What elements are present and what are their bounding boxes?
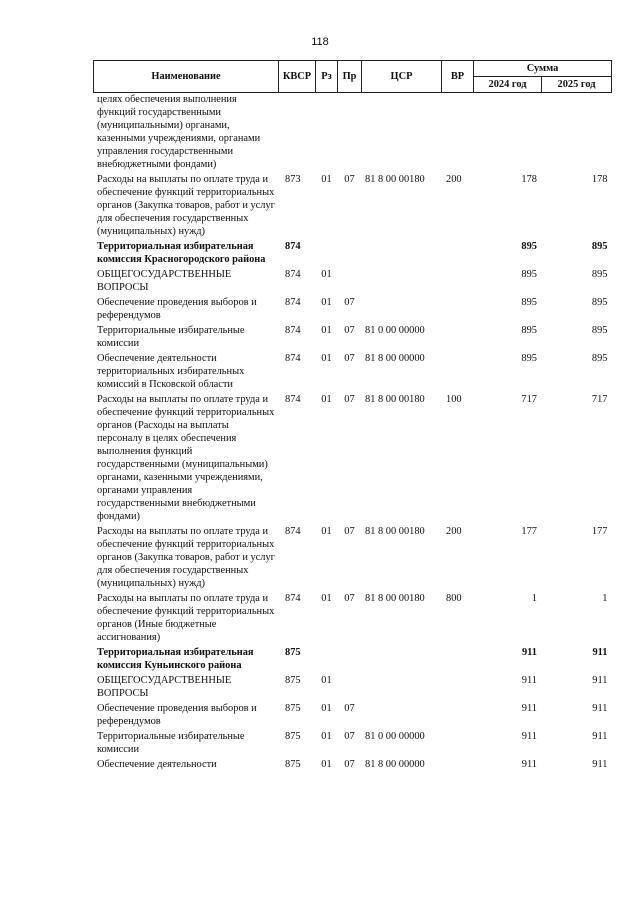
table-row [94, 393, 612, 525]
cell-kvsr: 875 [285, 647, 301, 658]
cell-2025: 177 [591, 526, 608, 537]
cell-2025: 911 [592, 731, 608, 742]
table-row [94, 352, 612, 393]
cell-name: Расходы на выплаты по оплате труда и обеспечение функций территориальных органов (Закупка товаров, работ и услуг для обеспечения государственных (муниципальных) нужд) [97, 526, 275, 589]
cell-vr: 200 [446, 174, 462, 185]
cell-2024: 911 [521, 675, 537, 686]
cell-2025: 911 [592, 647, 608, 658]
cell-name: Расходы на выплаты по оплате труда и обеспечение функций территориальных органов (Расходы на выплаты персоналу в целях обеспечения выполнения функций государственными (муниципальными) органами, казенными учреждениями, органами управления государственными внебюджетными фондами) [97, 394, 275, 522]
cell-pr: 07 [344, 703, 355, 714]
cell-rz: 01 [321, 394, 332, 405]
cell-kvsr: 875 [285, 675, 301, 686]
header-csr: ЦСР [362, 61, 442, 93]
cell-2025: 895 [591, 353, 608, 364]
cell-kvsr: 874 [285, 526, 301, 537]
cell-vr [442, 268, 474, 296]
cell-csr: 81 8 00 00180 [365, 526, 425, 537]
cell-csr: 81 8 00 00180 [365, 174, 425, 185]
header-vr: ВР [442, 61, 474, 93]
cell-2025: 895 [591, 297, 608, 308]
table-row [94, 674, 612, 702]
table-row [94, 240, 612, 268]
cell-2024: 1 [531, 593, 537, 604]
cell-rz: 01 [321, 269, 332, 280]
cell-csr: 81 8 00 00000 [365, 353, 425, 364]
header-sum: Сумма [474, 61, 612, 77]
header-2024: 2024 год [474, 77, 542, 93]
cell-name: Территориальные избирательные комиссии [97, 731, 245, 755]
cell-pr: 07 [344, 731, 355, 742]
budget-table [93, 60, 612, 773]
cell-pr [338, 646, 362, 674]
cell-kvsr: 874 [285, 353, 301, 364]
cell-csr [362, 674, 442, 702]
cell-2025: 895 [591, 241, 608, 252]
cell-vr [442, 324, 474, 352]
cell-pr: 07 [344, 353, 355, 364]
cell-name: ОБЩЕГОСУДАРСТВЕННЫЕ ВОПРОСЫ [97, 675, 232, 699]
cell-2024: 895 [521, 325, 537, 336]
cell-2025: 911 [592, 675, 608, 686]
cell-2024: 895 [521, 269, 537, 280]
cell-pr: 07 [344, 593, 355, 604]
cell-kvsr: 874 [285, 593, 301, 604]
cell-vr: 100 [446, 394, 462, 405]
cell-vr [442, 730, 474, 758]
cell-2025: 911 [592, 759, 608, 770]
header-2025: 2025 год [542, 77, 612, 93]
cell-vr [442, 296, 474, 324]
cell-vr [442, 758, 474, 773]
cell-csr [362, 296, 442, 324]
cell-rz: 01 [321, 325, 332, 336]
cell-kvsr: 874 [285, 241, 301, 252]
cell-csr [362, 268, 442, 296]
cell-2024: 911 [521, 703, 537, 714]
cell-csr [362, 702, 442, 730]
cell-rz [316, 93, 338, 174]
cell-name: Расходы на выплаты по оплате труда и обеспечение функций территориальных органов (Закупка товаров, работ и услуг для обеспечения государственных (муниципальных) нужд) [97, 174, 275, 237]
cell-kvsr [279, 93, 316, 174]
cell-rz: 01 [321, 353, 332, 364]
cell-vr [442, 93, 474, 174]
cell-kvsr: 875 [285, 703, 301, 714]
cell-kvsr: 874 [285, 297, 301, 308]
cell-kvsr: 875 [285, 731, 301, 742]
cell-pr: 07 [344, 394, 355, 405]
cell-2024: 717 [521, 394, 537, 405]
cell-2025: 911 [592, 703, 608, 714]
cell-2025: 1 [602, 593, 608, 604]
cell-name: Территориальная избирательная комиссия Куньинского района [97, 647, 254, 671]
header-pr: Пр [338, 61, 362, 93]
table-row [94, 525, 612, 592]
cell-pr [338, 268, 362, 296]
cell-name: Обеспечение проведения выборов и референдумов [97, 703, 257, 727]
cell-2024: 911 [521, 759, 537, 770]
cell-name: Территориальные избирательные комиссии [97, 325, 245, 349]
cell-2025: 178 [591, 174, 608, 185]
cell-rz: 01 [321, 731, 332, 742]
cell-csr [362, 240, 442, 268]
header-rz: Рз [316, 61, 338, 93]
cell-2025 [542, 93, 612, 174]
table-row [94, 758, 612, 773]
cell-vr [442, 674, 474, 702]
cell-rz: 01 [321, 593, 332, 604]
cell-name: Обеспечение проведения выборов и референдумов [97, 297, 257, 321]
cell-pr: 07 [344, 297, 355, 308]
cell-2024: 895 [521, 241, 537, 252]
cell-csr: 81 8 00 00000 [365, 759, 425, 770]
cell-pr [338, 674, 362, 702]
cell-rz: 01 [321, 526, 332, 537]
page-number: 118 [311, 36, 329, 48]
cell-pr [338, 93, 362, 174]
header-kvsr: КВСР [279, 61, 316, 93]
header-name: Наименование [94, 61, 279, 93]
cell-kvsr: 874 [285, 394, 301, 405]
cell-rz: 01 [321, 703, 332, 714]
cell-2025: 717 [591, 394, 608, 405]
table-row [94, 173, 612, 240]
cell-kvsr: 873 [285, 174, 301, 185]
table-body [94, 93, 612, 774]
table-row [94, 592, 612, 646]
cell-vr: 200 [446, 526, 462, 537]
cell-pr: 07 [344, 526, 355, 537]
cell-2024: 177 [521, 526, 537, 537]
cell-2025: 895 [591, 269, 608, 280]
table-row [94, 730, 612, 758]
cell-kvsr: 874 [285, 325, 301, 336]
cell-vr [442, 352, 474, 393]
cell-rz [316, 646, 338, 674]
cell-vr [442, 240, 474, 268]
table-header [94, 61, 612, 93]
cell-vr: 800 [446, 593, 462, 604]
cell-pr: 07 [344, 174, 355, 185]
table-row [94, 702, 612, 730]
cell-pr [338, 240, 362, 268]
cell-name: ОБЩЕГОСУДАРСТВЕННЫЕ ВОПРОСЫ [97, 269, 232, 293]
cell-vr [442, 646, 474, 674]
cell-2024: 911 [521, 647, 537, 658]
cell-kvsr: 874 [285, 269, 301, 280]
cell-vr [442, 702, 474, 730]
table-row [94, 646, 612, 674]
cell-name: целях обеспечения выполнения функций государственными (муниципальными) органами, казенными учреждениями, органами управления государственными внебюджетными фондами) [97, 94, 261, 170]
cell-csr [362, 93, 442, 174]
cell-2024 [474, 93, 542, 174]
cell-name: Территориальная избирательная комиссия Красногородского района [97, 241, 266, 265]
cell-kvsr: 875 [285, 759, 301, 770]
cell-rz [316, 240, 338, 268]
cell-2024: 178 [521, 174, 537, 185]
cell-name: Обеспечение деятельности [97, 759, 217, 770]
cell-csr: 81 8 00 00180 [365, 593, 425, 604]
table-row [94, 268, 612, 296]
table-row [94, 296, 612, 324]
cell-2025: 895 [591, 325, 608, 336]
cell-rz: 01 [321, 759, 332, 770]
cell-csr [362, 646, 442, 674]
table-row [94, 324, 612, 352]
cell-pr: 07 [344, 325, 355, 336]
cell-csr: 81 0 00 00000 [365, 731, 425, 742]
cell-rz: 01 [321, 297, 332, 308]
cell-csr: 81 0 00 00000 [365, 325, 425, 336]
cell-csr: 81 8 00 00180 [365, 394, 425, 405]
cell-2024: 895 [521, 297, 537, 308]
cell-name: Обеспечение деятельности территориальных избирательных комиссий в Псковской области [97, 353, 245, 390]
cell-rz: 01 [321, 174, 332, 185]
cell-pr: 07 [344, 759, 355, 770]
cell-rz: 01 [321, 675, 332, 686]
cell-name: Расходы на выплаты по оплате труда и обеспечение функций территориальных органов (Иные бюджетные ассигнования) [97, 593, 275, 643]
cell-2024: 911 [521, 731, 537, 742]
cell-2024: 895 [521, 353, 537, 364]
table-row [94, 93, 612, 174]
